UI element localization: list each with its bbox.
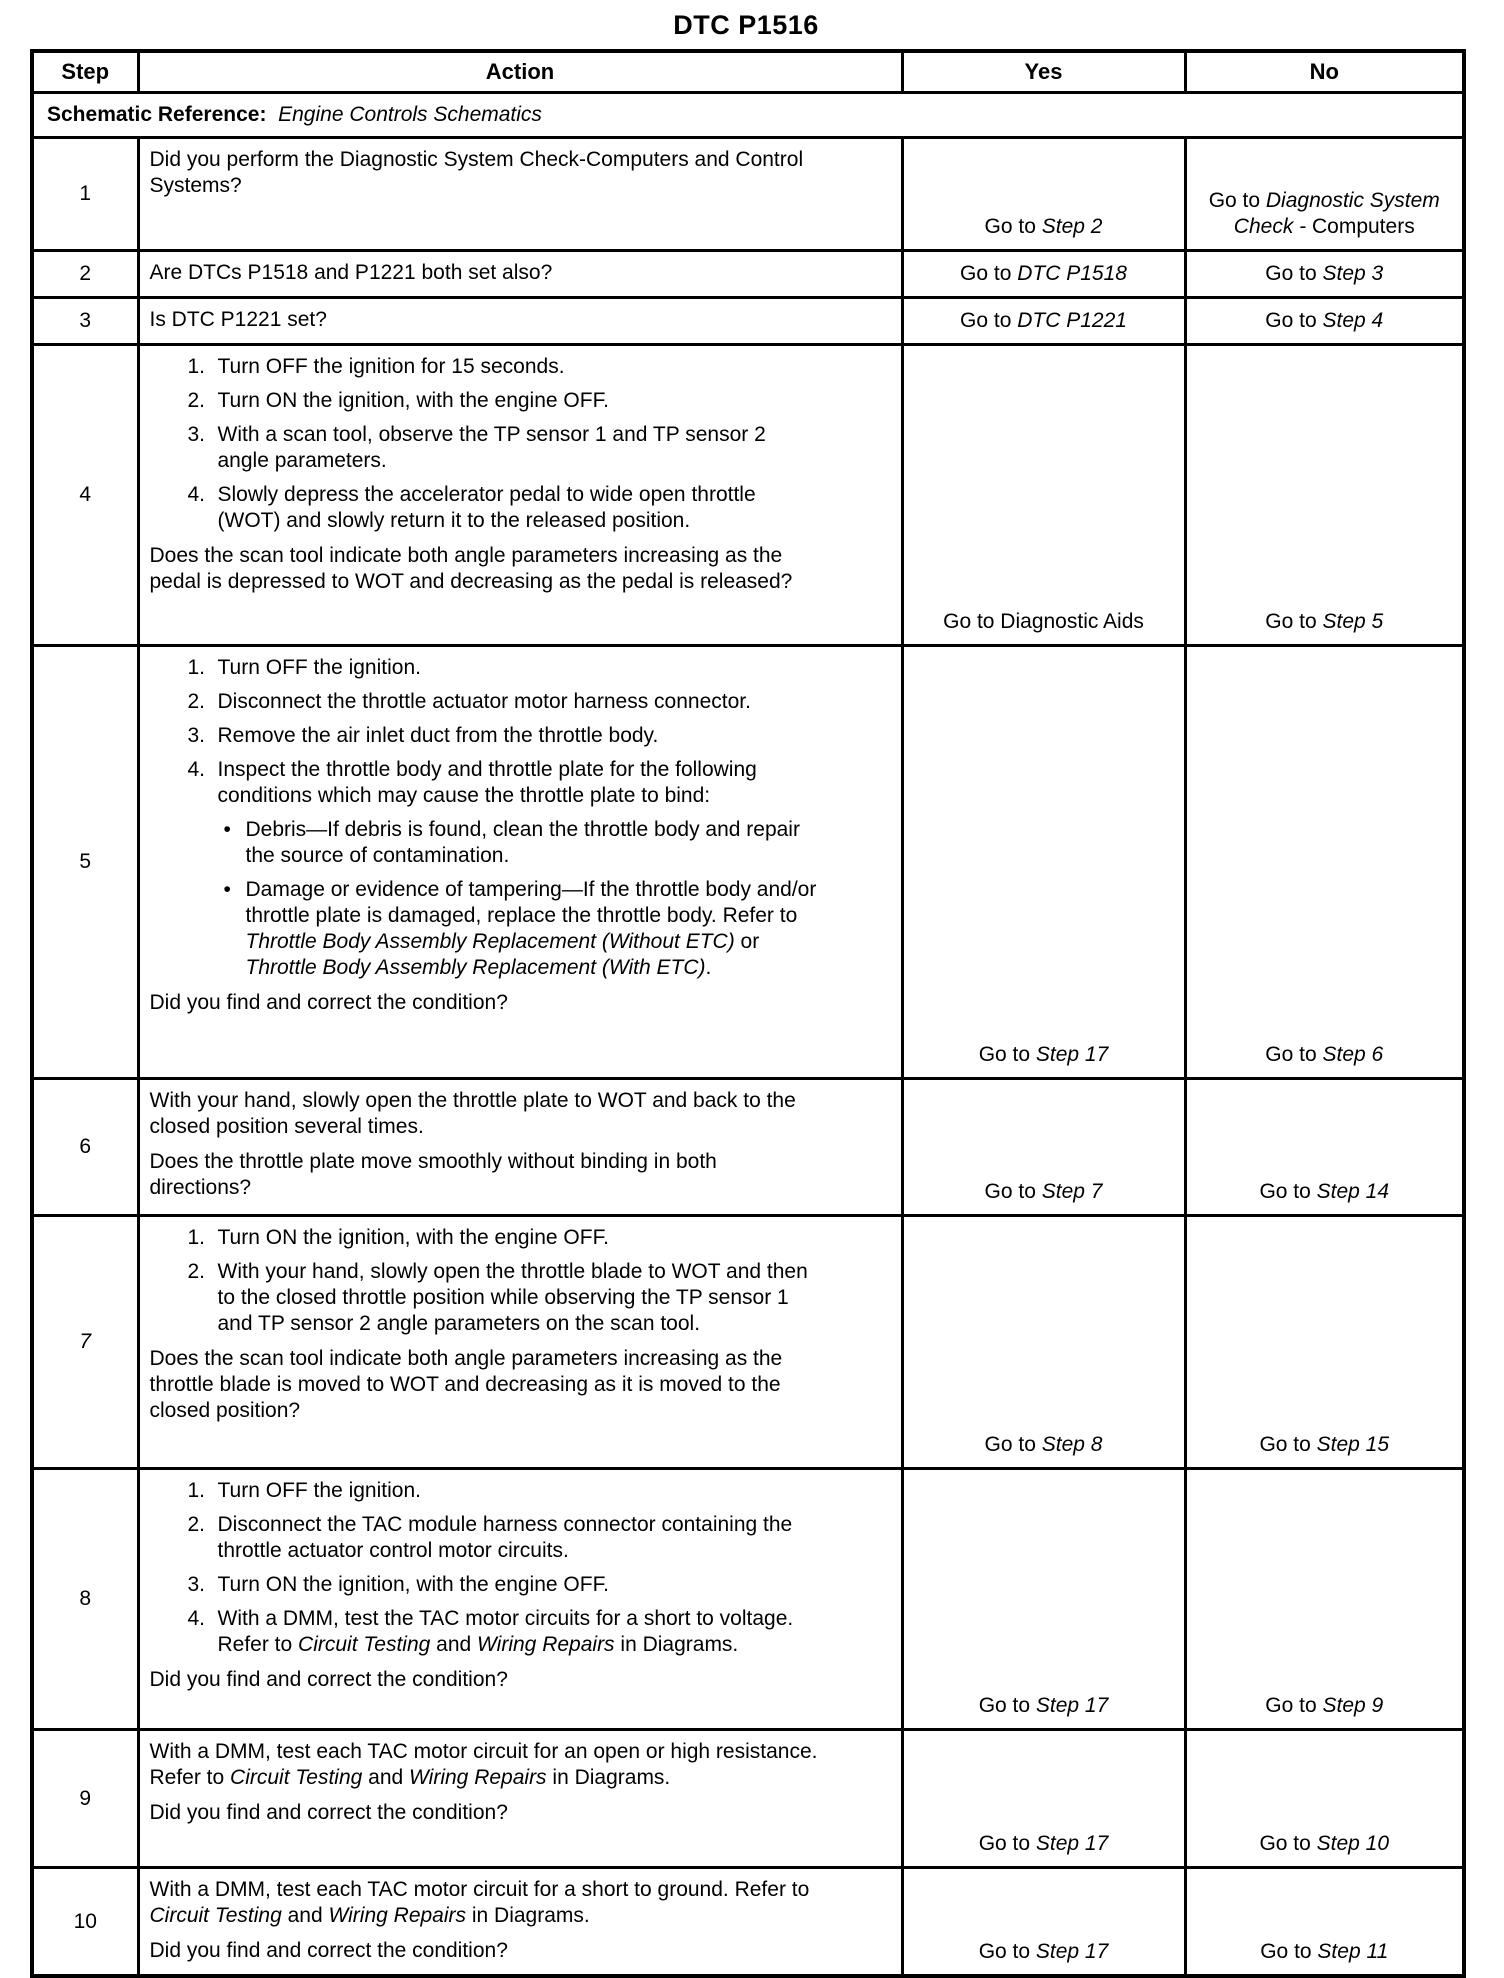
step-number-cell: 1	[32, 138, 138, 251]
question-text: Is DTC P1221 set?	[149, 308, 327, 331]
action-numbered-item	[188, 482, 821, 534]
item-number: 2.	[187, 690, 206, 713]
question-text: and	[362, 1766, 410, 1789]
no-text: Go to	[1208, 189, 1266, 212]
step-number-cell	[32, 1216, 138, 1469]
yes-cell	[902, 1868, 1185, 1977]
action-question	[150, 307, 821, 333]
action-question	[150, 1938, 821, 1964]
step-row	[32, 1079, 1464, 1216]
item-text	[218, 482, 821, 534]
item-text: Turn OFF the ignition for 15 seconds.	[217, 355, 565, 378]
yes-italic-text: Step 17	[1035, 1832, 1109, 1855]
step-number-cell: 4	[32, 345, 138, 646]
yes-goto-text	[922, 1179, 1166, 1205]
step-row	[32, 138, 1464, 251]
action-cell	[138, 1730, 902, 1868]
no-cell	[1185, 1730, 1464, 1868]
yes-italic-text: DTC P1221	[1017, 309, 1127, 332]
no-cell	[1185, 1079, 1464, 1216]
yes-cell	[902, 646, 1185, 1079]
yes-goto-text	[922, 261, 1166, 287]
action-content	[150, 307, 821, 333]
step-row	[32, 1730, 1464, 1868]
action-numbered-item	[188, 354, 821, 380]
no-goto-text	[1205, 188, 1445, 240]
no-text: Go to	[1265, 610, 1323, 633]
no-cell	[1185, 251, 1464, 298]
item-number: 1.	[187, 656, 206, 679]
question-text: With a DMM, test each TAC motor circuit for an open or high resistance. Refer to	[149, 1740, 818, 1789]
item-text: Remove the air inlet duct from the throttle body.	[217, 724, 659, 747]
question-italic-text: Circuit Testing	[149, 1904, 282, 1927]
action-question	[150, 260, 821, 286]
question-text: in Diagrams.	[466, 1904, 590, 1927]
action-cell	[138, 646, 902, 1079]
question-text: in Diagrams.	[546, 1766, 671, 1789]
no-italic-text: Step 15	[1316, 1433, 1390, 1456]
bullet-text: or	[734, 930, 760, 953]
item-text: Turn OFF the ignition.	[217, 1479, 421, 1502]
item-text	[218, 689, 821, 715]
yes-text: Go to Diagnostic Aids	[943, 610, 1144, 633]
yes-text: Go to	[960, 309, 1018, 332]
action-content	[150, 354, 821, 634]
action-bullet-item	[224, 817, 821, 869]
table-body	[32, 93, 1464, 1977]
action-numbered-item	[188, 1606, 821, 1658]
header-step: Step	[32, 51, 138, 93]
step-number-cell: 10	[32, 1868, 138, 1977]
action-question	[150, 1149, 821, 1201]
action-cell	[138, 251, 902, 298]
item-text: Turn ON the ignition, with the engine OFF.	[217, 389, 609, 412]
yes-italic-text: Step 8	[1041, 1433, 1103, 1456]
action-numbered-item	[188, 1478, 821, 1504]
no-text: Computers	[1306, 215, 1415, 238]
no-cell	[1185, 298, 1464, 345]
no-text: Go to	[1259, 1433, 1317, 1456]
no-cell	[1185, 646, 1464, 1079]
step-number-italic: 7	[79, 1330, 92, 1353]
question-text: Did you find and correct the condition?	[149, 1801, 508, 1824]
action-content	[150, 147, 821, 239]
step-row	[32, 1868, 1464, 1977]
no-goto-text	[1205, 1693, 1445, 1719]
no-goto-text	[1205, 1179, 1445, 1205]
no-text: Go to	[1259, 1832, 1317, 1855]
yes-text: Go to	[984, 215, 1042, 238]
item-text	[218, 655, 821, 681]
yes-italic-text: Step 17	[1035, 1043, 1109, 1066]
question-text: Does the throttle plate move smoothly without binding in both directions?	[149, 1150, 717, 1199]
question-text: Are DTCs P1518 and P1221 both set also?	[149, 261, 553, 284]
header-action: Action	[138, 51, 902, 93]
item-text	[218, 757, 821, 809]
item-text	[218, 1512, 821, 1564]
no-cell	[1185, 1469, 1464, 1730]
yes-goto-text	[922, 1831, 1166, 1857]
question-text: Does the scan tool indicate both angle parameters increasing as the throttle blade is moved to WOT and decreasing as it is moved to the closed position?	[149, 1347, 783, 1422]
item-text	[218, 422, 821, 474]
schematic-reference-cell	[32, 93, 1464, 138]
yes-cell	[902, 345, 1185, 646]
no-goto-text	[1205, 609, 1445, 635]
item-text: With a scan tool, observe the TP sensor 1 and TP sensor 2 angle parameters.	[217, 423, 766, 472]
item-number: 3.	[187, 724, 206, 747]
item-number: 1.	[187, 355, 206, 378]
item-text: and	[430, 1633, 478, 1656]
action-question	[150, 543, 821, 595]
item-text	[218, 1606, 821, 1658]
no-goto-text	[1205, 1432, 1445, 1458]
action-numbered-item	[188, 1259, 821, 1337]
yes-goto-text	[922, 308, 1166, 334]
yes-text: Go to	[978, 1043, 1036, 1066]
question-italic-text: Circuit Testing	[230, 1766, 363, 1789]
item-number: 4.	[187, 758, 206, 781]
question-text: With a DMM, test each TAC motor circuit for a short to ground. Refer to	[149, 1878, 810, 1901]
action-question	[150, 1739, 821, 1791]
action-cell	[138, 1868, 902, 1977]
question-text: Did you find and correct the condition?	[149, 991, 508, 1014]
item-text: Turn OFF the ignition.	[217, 656, 421, 679]
action-bullet-item	[224, 877, 821, 981]
step-number-cell: 5	[32, 646, 138, 1079]
action-cell	[138, 1079, 902, 1216]
action-content	[150, 260, 821, 286]
step-number-cell: 8	[32, 1469, 138, 1730]
question-italic-text: Wiring Repairs	[409, 1766, 547, 1789]
action-numbered-item	[188, 1225, 821, 1251]
no-text: Go to	[1259, 1180, 1317, 1203]
item-number: 4.	[187, 1607, 206, 1630]
no-italic-text: Step 9	[1322, 1694, 1384, 1717]
item-text	[246, 877, 821, 981]
item-text: in Diagrams.	[614, 1633, 739, 1656]
no-text: Go to	[1265, 262, 1323, 285]
header-no: No	[1185, 51, 1464, 93]
action-numbered-item	[188, 388, 821, 414]
yes-goto-text	[922, 214, 1166, 240]
item-text: Slowly depress the accelerator pedal to wide open throttle (WOT) and slowly return it to the released position.	[217, 483, 756, 532]
no-italic-text: Step 11	[1317, 1940, 1389, 1963]
yes-cell	[902, 298, 1185, 345]
yes-cell	[902, 1216, 1185, 1469]
no-italic-text: Step 5	[1322, 610, 1384, 633]
action-numbered-item	[188, 1512, 821, 1564]
page-title: DTC P1516	[673, 10, 819, 40]
no-cell	[1185, 345, 1464, 646]
yes-cell	[902, 1730, 1185, 1868]
item-text: Turn ON the ignition, with the engine OFF.	[217, 1226, 609, 1249]
bullet-text: Damage or evidence of tampering—If the throttle body and/or throttle plate is damaged, replace the throttle body. Refer to	[245, 878, 817, 927]
item-text: Turn ON the ignition, with the engine OFF.	[217, 1573, 609, 1596]
question-text: Did you find and correct the condition?	[149, 1668, 508, 1691]
item-number: 2.	[187, 1260, 206, 1283]
item-number: 1.	[187, 1226, 206, 1249]
yes-goto-text	[922, 609, 1166, 635]
step-row	[32, 345, 1464, 646]
action-question	[150, 1346, 821, 1424]
question-italic-text: Wiring Repairs	[328, 1904, 467, 1927]
item-number: 3.	[187, 1573, 206, 1596]
no-goto-text	[1205, 308, 1445, 334]
no-goto-text	[1205, 1042, 1445, 1068]
item-number: 3.	[187, 423, 206, 446]
schematic-reference-label: Schematic Reference:	[47, 103, 267, 126]
yes-italic-text: Step 7	[1041, 1180, 1103, 1203]
yes-cell	[902, 251, 1185, 298]
no-goto-text	[1205, 1831, 1445, 1857]
action-numbered-item	[188, 689, 821, 715]
yes-text: Go to	[978, 1694, 1036, 1717]
item-text: Disconnect the throttle actuator motor harness connector.	[217, 690, 751, 713]
action-content	[150, 1877, 821, 1964]
yes-text: Go to	[984, 1433, 1042, 1456]
no-text: Go to	[1260, 1940, 1318, 1963]
action-content	[150, 1478, 821, 1718]
item-text	[218, 1572, 821, 1598]
action-numbered-item	[188, 655, 821, 681]
action-question	[150, 1800, 821, 1826]
bullet-text: Debris—If debris is found, clean the throttle body and repair the source of contamination.	[245, 818, 800, 867]
no-goto-text	[1205, 261, 1445, 287]
step-number-cell: 3	[32, 298, 138, 345]
yes-text: Go to	[960, 262, 1018, 285]
action-numbered-item	[188, 422, 821, 474]
action-content	[150, 655, 821, 1067]
yes-goto-text	[922, 1042, 1166, 1068]
no-text: Go to	[1265, 1043, 1323, 1066]
action-numbered-item	[188, 723, 821, 749]
action-numbered-item	[188, 1572, 821, 1598]
step-row	[32, 1469, 1464, 1730]
no-italic-text: Step 4	[1322, 309, 1384, 332]
bullet-text: .	[705, 956, 712, 979]
item-number: 2.	[187, 1513, 206, 1536]
question-text: Does the scan tool indicate both angle parameters increasing as the pedal is depressed to WOT and decreasing as the pedal is released?	[149, 544, 793, 593]
item-number: 4.	[187, 483, 206, 506]
yes-italic-text: DTC P1518	[1017, 262, 1127, 285]
item-text	[218, 388, 821, 414]
no-italic-text: Step 3	[1322, 262, 1384, 285]
schematic-reference-row	[32, 93, 1464, 138]
item-text: With a DMM, test the TAC motor circuits for a short to voltage. Refer to	[217, 1607, 794, 1656]
action-cell	[138, 1216, 902, 1469]
yes-text: Go to	[978, 1940, 1036, 1963]
yes-italic-text: Step 2	[1041, 215, 1103, 238]
schematic-reference-value: Engine Controls Schematics	[278, 103, 542, 126]
action-cell	[138, 138, 902, 251]
no-goto-text	[1205, 1939, 1445, 1965]
step-row	[32, 251, 1464, 298]
table-header	[32, 51, 1464, 93]
question-text: With your hand, slowly open the throttle plate to WOT and back to the closed position several times.	[149, 1089, 796, 1138]
bullet-icon: •	[223, 818, 231, 841]
action-content	[150, 1088, 821, 1204]
bullet-italic-text: Throttle Body Assembly Replacement (With ETC)	[245, 956, 706, 979]
item-text	[218, 354, 821, 380]
item-italic-text: Wiring Repairs	[477, 1633, 615, 1656]
action-question	[150, 1667, 821, 1693]
item-text	[218, 723, 821, 749]
no-italic-text: Step 10	[1316, 1832, 1390, 1855]
action-content	[150, 1225, 821, 1457]
step-number-cell: 6	[32, 1079, 138, 1216]
action-numbered-item	[188, 757, 821, 809]
step-number-cell: 9	[32, 1730, 138, 1868]
no-text: Go to	[1265, 1694, 1323, 1717]
question-text: Did you find and correct the condition?	[149, 1939, 508, 1962]
no-italic-text: Step 6	[1322, 1043, 1384, 1066]
action-question	[150, 1088, 821, 1140]
yes-cell	[902, 1079, 1185, 1216]
yes-cell	[902, 1469, 1185, 1730]
bullet-icon: •	[223, 878, 231, 901]
item-text	[218, 1259, 821, 1337]
action-cell	[138, 345, 902, 646]
item-text: With your hand, slowly open the throttle blade to WOT and then to the closed throttle position while observing the TP sensor 1 and TP sensor 2 angle parameters on the scan tool.	[217, 1260, 808, 1335]
item-text: Disconnect the TAC module harness connector containing the throttle actuator control motor circuits.	[217, 1513, 793, 1562]
item-text	[218, 1478, 821, 1504]
step-row	[32, 646, 1464, 1079]
yes-text: Go to	[978, 1832, 1036, 1855]
yes-italic-text: Step 17	[1035, 1940, 1109, 1963]
no-cell	[1185, 1868, 1464, 1977]
action-cell	[138, 1469, 902, 1730]
item-number: 1.	[187, 1479, 206, 1502]
yes-cell	[902, 138, 1185, 251]
no-cell	[1185, 1216, 1464, 1469]
step-row	[32, 298, 1464, 345]
item-italic-text: Circuit Testing	[298, 1633, 431, 1656]
yes-goto-text	[922, 1432, 1166, 1458]
bullet-italic-text: Throttle Body Assembly Replacement (Without ETC)	[245, 930, 735, 953]
action-content	[150, 1739, 821, 1856]
item-number: 2.	[187, 389, 206, 412]
action-question	[150, 147, 821, 199]
yes-italic-text: Step 17	[1035, 1694, 1109, 1717]
yes-goto-text	[922, 1939, 1166, 1965]
action-question	[150, 1877, 821, 1929]
yes-text: Go to	[984, 1180, 1042, 1203]
header-row	[32, 51, 1464, 93]
action-question	[150, 990, 821, 1016]
item-text: Inspect the throttle body and throttle plate for the following conditions which may cause the throttle plate to bind:	[217, 758, 757, 807]
item-text	[218, 1225, 821, 1251]
item-text	[246, 817, 821, 869]
diagnostic-table	[30, 49, 1466, 1978]
question-text: Did you perform the Diagnostic System Check-Computers and Control Systems?	[149, 148, 804, 197]
no-italic-text: Diagnostic System Check -	[1233, 189, 1440, 238]
question-text: and	[281, 1904, 329, 1927]
yes-goto-text	[922, 1693, 1166, 1719]
header-yes: Yes	[902, 51, 1185, 93]
action-cell	[138, 298, 902, 345]
no-text: Go to	[1265, 309, 1323, 332]
no-cell	[1185, 138, 1464, 251]
step-number-cell: 2	[32, 251, 138, 298]
step-row	[32, 1216, 1464, 1469]
no-italic-text: Step 14	[1316, 1180, 1390, 1203]
